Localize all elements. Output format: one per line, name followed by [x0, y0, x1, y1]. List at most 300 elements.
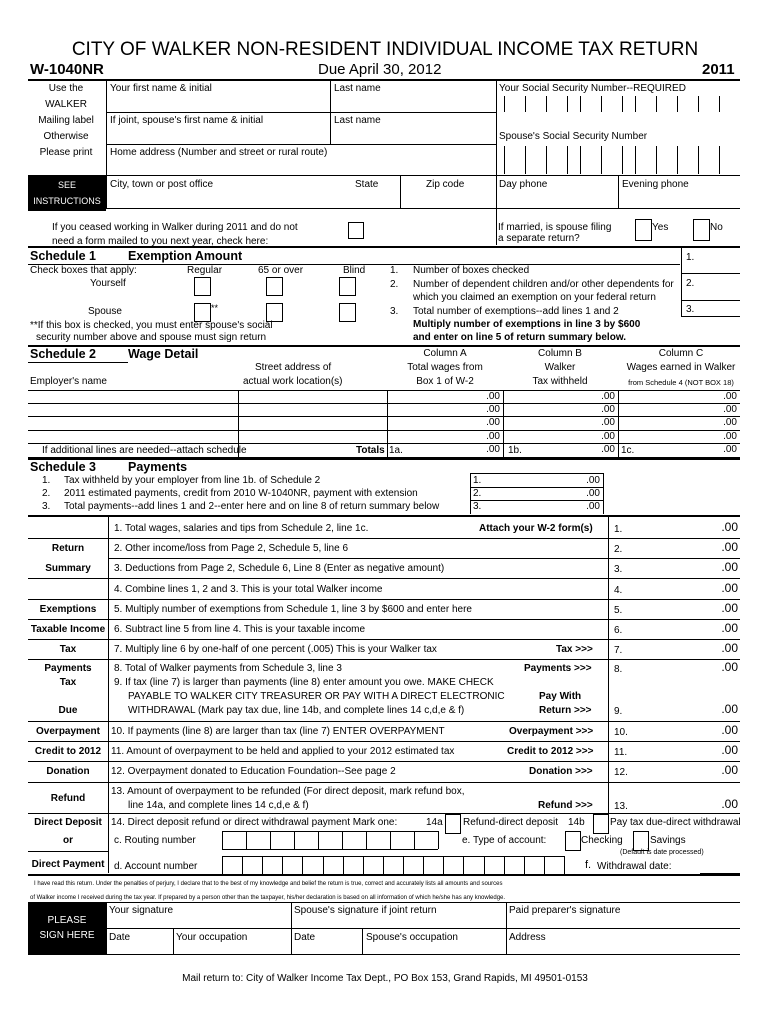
grid-line	[106, 928, 740, 929]
digit-cell[interactable]	[270, 831, 271, 849]
blind-label: Blind	[343, 265, 366, 276]
pay-tax-direct-withdrawal-checkbox[interactable]	[593, 814, 609, 834]
employer-header: Employer's name	[30, 376, 107, 387]
digit-box-edge	[222, 831, 438, 832]
refund-direct-deposit-checkbox[interactable]	[445, 814, 461, 834]
summary-line-number: 4.	[614, 585, 623, 596]
digit-cell[interactable]	[363, 856, 364, 874]
street-header-1: Street address of	[255, 362, 332, 373]
default-note: (Default is date processed)	[620, 849, 704, 856]
sum-line11-note: Credit to 2012 >>>	[507, 746, 594, 757]
wage-col-a-value[interactable]: .00	[486, 444, 500, 455]
state-field[interactable]: State	[355, 179, 379, 190]
summary-amount[interactable]: .00	[721, 520, 738, 534]
grid-line	[28, 851, 108, 852]
withheld-col-b-value[interactable]: .00	[601, 431, 615, 442]
digit-cell[interactable]	[463, 856, 464, 874]
sum-line10: 10. If payments (line 8) are larger than tax (line 7) ENTER OVERPAYMENT	[111, 726, 445, 737]
s3-box2-label: 2.	[473, 488, 482, 499]
withheld-col-b-value[interactable]: .00	[601, 391, 615, 402]
check-boxes-label: Check boxes that apply:	[30, 265, 137, 276]
s3-box3-label: 3.	[473, 501, 482, 512]
grid-line	[108, 813, 740, 814]
yourself-blind-checkbox[interactable]	[339, 277, 356, 296]
grid-line	[108, 538, 740, 539]
summary-amount[interactable]: .00	[721, 743, 738, 757]
digit-cell[interactable]	[343, 856, 344, 874]
married-no-checkbox[interactable]	[693, 219, 710, 241]
summary-line-number: 10.	[614, 727, 628, 738]
grid-line	[28, 902, 740, 903]
routing-number-input[interactable]	[222, 831, 438, 849]
summary-amount[interactable]: .00	[721, 540, 738, 554]
ssn-digit-cell[interactable]	[677, 96, 678, 112]
grid-line	[400, 175, 401, 208]
grid-line	[470, 473, 471, 514]
tax-year: 2011	[702, 61, 735, 78]
date-field[interactable]: Date	[109, 932, 131, 943]
grid-line	[387, 390, 388, 457]
s3-box1-label: 1.	[473, 475, 482, 486]
summary-line-number: 5.	[614, 605, 623, 616]
spouse-label: Spouse	[88, 306, 122, 317]
colA-h3: Box 1 of W-2	[416, 376, 474, 387]
spouse-star: **	[211, 303, 219, 313]
sum-line7: 7. Multiply line 6 by one-half of one percent (.005) This is your Walker tax	[114, 644, 437, 655]
total-1c-label: 1c.	[621, 445, 635, 456]
digit-box-edge	[222, 856, 564, 857]
summary-amount[interactable]: .00	[721, 763, 738, 777]
schedule2-title: Schedule 2	[30, 347, 96, 361]
digit-cell[interactable]	[242, 856, 243, 874]
sum-line12: 12. Overpayment donated to Education Foundation--See page 2	[111, 766, 396, 777]
mail-return-footer: Mail return to: City of Walker Income Tax Dept., PO Box 153, Grand Rapids, MI 49501-0153	[182, 973, 588, 984]
s3-line3: Total payments--add lines 1 and 2--enter here and on line 8 of return summary below	[64, 501, 440, 512]
summary-line-number: 9.	[614, 706, 623, 717]
digit-cell[interactable]	[262, 856, 263, 874]
sum-line3: 3. Deductions from Page 2, Schedule 6, Line 8 (Enter as negative amount)	[114, 563, 445, 574]
spouse-first-name-field[interactable]: If joint, spouse's first name & initial	[110, 115, 264, 126]
schedule1-subtitle: Exemption Amount	[128, 249, 243, 263]
ssn-digit-cell[interactable]	[546, 96, 547, 112]
city-field[interactable]: City, town or post office	[110, 179, 214, 190]
s3-n2: 2.	[42, 488, 51, 499]
occupation-field[interactable]: Your occupation	[176, 932, 248, 943]
summary-amount[interactable]: .00	[721, 797, 738, 811]
grid-line	[28, 390, 740, 391]
married-text-1: If married, is spouse filing	[498, 222, 612, 233]
grid-line	[28, 761, 108, 762]
ssn-digit-cell[interactable]	[677, 146, 678, 174]
ssn-digit-cell[interactable]	[622, 96, 623, 112]
walker-wages-col-c-value[interactable]: .00	[723, 444, 737, 455]
ssn-digit-cell[interactable]	[504, 146, 505, 174]
grid-line	[28, 741, 108, 742]
grid-line	[28, 619, 108, 620]
grid-line	[173, 928, 174, 954]
preparer-signature-field[interactable]: Paid preparer's signature	[509, 905, 621, 916]
digit-cell[interactable]	[438, 831, 439, 849]
pay-tax-direct-withdrawal-label: Pay tax due-direct withdrawal	[610, 817, 741, 828]
s1-n1: 1.	[390, 265, 399, 276]
day-phone-field[interactable]: Day phone	[499, 179, 548, 190]
sum-line10-note: Overpayment >>>	[509, 726, 594, 737]
digit-cell[interactable]	[423, 856, 424, 874]
grid-line	[28, 721, 108, 722]
sum-line12-note: Donation >>>	[529, 766, 593, 777]
ssn-digit-cell[interactable]	[698, 96, 699, 112]
summary-line-number: 2.	[614, 544, 623, 555]
cat-or: or	[63, 835, 73, 846]
cat-due: Due	[58, 705, 78, 716]
withheld-col-b-value[interactable]: .00	[601, 404, 615, 415]
savings-label: Savings	[650, 835, 686, 846]
regular-label: Regular	[187, 265, 223, 276]
grid-line	[618, 390, 619, 457]
wage-col-a-value[interactable]: .00	[486, 391, 500, 402]
grid-line	[106, 175, 740, 176]
sum-line9-note1: Pay With	[539, 691, 582, 702]
digit-cell[interactable]	[246, 831, 247, 849]
line14a-label: 14a	[426, 817, 443, 828]
grid-line	[681, 248, 682, 316]
sum-line9-note2: Return >>>	[539, 705, 592, 716]
digit-cell[interactable]	[318, 831, 319, 849]
withheld-col-b-value[interactable]: .00	[601, 417, 615, 428]
ssn-digit-cell[interactable]	[525, 146, 526, 174]
mailing-l2: WALKER	[45, 99, 87, 110]
digit-cell[interactable]	[544, 856, 545, 874]
summary-line-number: 7.	[614, 645, 623, 656]
account-number-input[interactable]	[222, 856, 564, 874]
sum-line14: 14. Direct deposit refund or direct withdrawal payment Mark one:	[111, 817, 398, 828]
spouse-signature-field[interactable]: Spouse's signature if joint return	[294, 905, 437, 916]
ssn-digit-cell[interactable]	[698, 146, 699, 174]
digit-cell[interactable]	[504, 856, 505, 874]
sum-line9a: 9. If tax (line 7) is larger than payments (line 8) enter amount you owe. MAKE CHECK	[114, 677, 494, 688]
digit-cell[interactable]	[282, 856, 283, 874]
form-number: W-1040NR	[30, 61, 104, 78]
grid-line	[681, 300, 740, 301]
married-yes-checkbox[interactable]	[635, 219, 652, 241]
spouse-note-2: security number above and spouse must sign return	[36, 332, 267, 343]
summary-line-number: 3.	[614, 564, 623, 575]
digit-cell[interactable]	[302, 856, 303, 874]
zip-field[interactable]: Zip code	[426, 179, 465, 190]
summary-line-number: 13.	[614, 801, 628, 812]
sum-line5: 5. Multiply number of exemptions from Schedule 1, line 3 by $600 and enter here	[114, 604, 472, 615]
ssn-digit-cell[interactable]	[525, 96, 526, 112]
ssn-digit-cell[interactable]	[580, 96, 581, 112]
colC-h2: Wages earned in Walker	[626, 362, 736, 373]
yourself-regular-checkbox[interactable]	[194, 277, 211, 296]
spouse-blind-checkbox[interactable]	[339, 303, 356, 322]
sum-line9c: WITHDRAWAL (Mark pay tax due, line 14b, and complete lines 14 c,d,e & f)	[128, 705, 465, 716]
ssn-digit-cell[interactable]	[635, 96, 636, 112]
colA-h1: Column A	[423, 348, 467, 359]
totals-label: Totals	[356, 445, 385, 456]
cat-direct-deposit: Direct Deposit	[34, 817, 102, 828]
grid-line	[608, 517, 609, 823]
mailing-l5: Please print	[39, 147, 93, 158]
ssn-input[interactable]	[504, 96, 738, 112]
colB-h2: Walker	[544, 362, 576, 373]
ssn-digit-cell[interactable]	[719, 146, 720, 174]
sum-line6: 6. Subtract line 5 from line 4. This is your taxable income	[114, 624, 366, 635]
grid-line	[108, 578, 740, 579]
sum-line1: 1. Total wages, salaries and tips from Schedule 2, line 1c.	[114, 523, 369, 534]
walker-wages-col-c-value[interactable]: .00	[723, 391, 737, 402]
total-1a-label: 1a.	[389, 445, 403, 456]
s1-line2b: which you claimed an exemption on your federal return	[413, 292, 656, 303]
sum-line13a: 13. Amount of overpayment to be refunded (For direct deposit, mark refund box,	[111, 786, 465, 797]
wage-col-a-value[interactable]: .00	[486, 431, 500, 442]
summary-amount[interactable]: .00	[721, 581, 738, 595]
married-no-label: No	[710, 222, 723, 233]
withheld-col-b-value[interactable]: .00	[601, 444, 615, 455]
digit-cell[interactable]	[414, 831, 415, 849]
ssn-label: Your Social Security Number--REQUIRED	[499, 83, 686, 94]
schedule1-title: Schedule 1	[30, 249, 96, 263]
sum-line9b: PAYABLE TO WALKER CITY TREASURER OR PAY WITH A DIRECT ELECTRONIC	[128, 691, 505, 702]
summary-amount[interactable]: .00	[721, 641, 738, 655]
grid-line	[106, 112, 496, 113]
grid-line	[108, 599, 740, 600]
s3-line1: Tax withheld by your employer from line 1b. of Schedule 2	[64, 475, 321, 486]
digit-cell[interactable]	[403, 856, 404, 874]
grid-line	[108, 639, 740, 640]
s1-n3: 3.	[390, 306, 399, 317]
married-text-2: a separate return?	[498, 233, 580, 244]
s3-box2-value[interactable]: .00	[586, 488, 600, 499]
refund-direct-deposit-label: Refund-direct deposit	[463, 817, 559, 828]
s1-line3b: Multiply number of exemptions in line 3 by $600	[413, 319, 641, 330]
grid-line	[28, 430, 740, 431]
digit-cell[interactable]	[564, 856, 565, 874]
first-name-field[interactable]: Your first name & initial	[110, 83, 212, 94]
cat-taxable: Taxable Income	[30, 624, 106, 635]
sum-line4: 4. Combine lines 1, 2 and 3. This is your total Walker income	[114, 584, 383, 595]
ssn-digit-cell[interactable]	[622, 146, 623, 174]
ssn-digit-cell[interactable]	[719, 96, 720, 112]
ssn-digit-cell[interactable]	[567, 146, 568, 174]
sum-line2: 2. Other income/loss from Page 2, Schedule 5, line 6	[114, 543, 349, 554]
instructions-label: INSTRUCTIONS	[33, 196, 101, 206]
ssn-digit-cell[interactable]	[601, 96, 602, 112]
grid-line	[28, 578, 108, 579]
home-address-field[interactable]: Home address (Number and street or rural route)	[110, 147, 328, 158]
s1-line3c: and enter on line 5 of return summary below.	[413, 332, 627, 343]
withdrawal-date-label: Withdrawal date:	[597, 861, 672, 872]
summary-amount[interactable]: .00	[721, 560, 738, 574]
grid-line	[28, 362, 128, 363]
sign-here-block	[28, 903, 106, 955]
spouse-occupation-field[interactable]: Spouse's occupation	[366, 932, 458, 943]
section-rule	[28, 874, 740, 876]
grid-line	[106, 208, 740, 209]
sum-line1-note: Attach your W-2 form(s)	[479, 523, 593, 534]
schedule2-subtitle: Wage Detail	[128, 347, 199, 361]
summary-amount[interactable]: .00	[721, 660, 738, 674]
account-type-label: e. Type of account:	[462, 835, 547, 846]
see-instructions-block	[28, 175, 106, 211]
summary-line-number: 12.	[614, 767, 628, 778]
grid-line	[28, 538, 108, 539]
sum-line8: 8. Total of Walker payments from Schedule 3, line 3	[114, 663, 342, 674]
ssn-digit-cell[interactable]	[656, 146, 657, 174]
digit-cell[interactable]	[222, 856, 223, 874]
s1-box3-label: 3.	[686, 304, 695, 315]
spouse-last-name-field[interactable]: Last name	[334, 115, 381, 126]
digit-cell[interactable]	[294, 831, 295, 849]
savings-checkbox[interactable]	[633, 831, 649, 851]
grid-line	[470, 473, 603, 474]
wage-col-a-value[interactable]: .00	[486, 404, 500, 415]
total-1b-label: 1b.	[508, 445, 522, 456]
spouse-note-1: **If this box is checked, you must enter spouse's social	[30, 320, 273, 331]
grid-line	[108, 619, 740, 620]
ssn-digit-cell[interactable]	[656, 96, 657, 112]
colC-h1: Column C	[658, 348, 704, 359]
grid-line	[106, 954, 740, 955]
mailing-l4: Otherwise	[43, 131, 89, 142]
grid-line	[681, 316, 740, 317]
summary-amount[interactable]: .00	[721, 621, 738, 635]
s3-n1: 1.	[42, 475, 51, 486]
sum-line13-note: Refund >>>	[538, 800, 593, 811]
digit-cell[interactable]	[383, 856, 384, 874]
ssn-digit-cell[interactable]	[635, 146, 636, 174]
digit-cell[interactable]	[390, 831, 391, 849]
digit-cell[interactable]	[342, 831, 343, 849]
grid-line	[28, 403, 740, 404]
ceased-text-2: need a form mailed to you next year, check here:	[52, 236, 269, 247]
grid-line	[496, 208, 497, 245]
cat-overpayment: Overpayment	[36, 726, 100, 737]
grid-line	[106, 144, 496, 145]
ssn-digit-cell[interactable]	[567, 96, 568, 112]
grid-line	[108, 741, 740, 742]
digit-box-edge	[222, 849, 438, 850]
checking-label: Checking	[581, 835, 623, 846]
summary-amount[interactable]: .00	[721, 601, 738, 615]
colB-h3: Tax withheld	[532, 376, 588, 387]
header-rule	[28, 79, 740, 81]
cat-exemptions: Exemptions	[39, 604, 97, 615]
summary-line-number: 6.	[614, 625, 623, 636]
grid-line	[603, 473, 604, 514]
s1-box1-label: 1.	[686, 252, 695, 263]
digit-cell[interactable]	[366, 831, 367, 849]
ssn-digit-cell[interactable]	[546, 146, 547, 174]
colC-h3: from Schedule 4 (NOT BOX 18)	[628, 378, 734, 387]
yourself-65-checkbox[interactable]	[266, 277, 283, 296]
spouse-date-field[interactable]: Date	[294, 932, 316, 943]
s1-line2a: Number of dependent children and/or other dependents for	[413, 279, 674, 290]
summary-amount[interactable]: .00	[721, 723, 738, 737]
digit-cell[interactable]	[443, 856, 444, 874]
additional-lines-note: If additional lines are needed--attach schedule	[42, 445, 247, 456]
s3-box3-value[interactable]: .00	[586, 501, 600, 512]
sum-line13b: line 14a, and complete lines 14 c,d,e & f)	[128, 800, 309, 811]
digit-cell[interactable]	[524, 856, 525, 874]
s1-line1: Number of boxes checked	[413, 265, 530, 276]
withdrawal-f-label: f.	[585, 859, 592, 871]
cat-payments-tax: Tax	[59, 677, 77, 688]
ssn-digit-cell[interactable]	[580, 146, 581, 174]
summary-amount[interactable]: .00	[721, 702, 738, 716]
grid-line	[28, 443, 740, 444]
yourself-label: Yourself	[90, 278, 126, 289]
ssn-digit-cell[interactable]	[601, 146, 602, 174]
summary-line-number: 11.	[614, 747, 628, 758]
grid-line	[470, 487, 603, 488]
walker-wages-col-c-value[interactable]: .00	[723, 404, 737, 415]
s1-box2-label: 2.	[686, 278, 695, 289]
digit-cell[interactable]	[222, 831, 223, 849]
cat-payments: Payments	[44, 663, 92, 674]
s1-line3: Total number of exemptions--add lines 1 and 2	[413, 306, 619, 317]
colA-h2: Total wages from	[407, 362, 483, 373]
spouse-ssn-input[interactable]	[504, 146, 738, 174]
digit-cell[interactable]	[323, 856, 324, 874]
grid-line	[681, 273, 740, 274]
colB-h1: Column B	[538, 348, 582, 359]
ssn-digit-cell[interactable]	[504, 96, 505, 112]
your-signature-field[interactable]: Your signature	[109, 905, 174, 916]
grid-line	[28, 659, 108, 660]
cat-return: Return	[51, 543, 85, 554]
ceased-checkbox[interactable]	[348, 222, 364, 239]
walker-wages-col-c-value[interactable]: .00	[723, 431, 737, 442]
form-title: CITY OF WALKER NON-RESIDENT INDIVIDUAL INCOME TAX RETURN	[71, 39, 699, 60]
evening-phone-field[interactable]: Evening phone	[622, 179, 689, 190]
grid-line	[496, 80, 497, 208]
preparer-address-field[interactable]: Address	[509, 932, 546, 943]
please-label: PLEASE	[47, 915, 87, 926]
over65-label: 65 or over	[258, 265, 304, 276]
digit-cell[interactable]	[484, 856, 485, 874]
checking-checkbox[interactable]	[565, 831, 581, 851]
routing-number-label: c. Routing number	[114, 835, 196, 846]
perjury-text-2: of Walker income I received during the tax year. If prepared by a person other than the taxpayer, his/her declaration is based on all information of which he/she has any knowledge.	[30, 895, 506, 901]
account-number-label: d. Account number	[114, 861, 198, 872]
perjury-text-1: I have read this return. Under the penalties of perjury, I declare that to the best of my knowledge and belief the return is true, correct and accurately lists all amounts and sources	[34, 881, 503, 887]
spouse-ssn-label: Spouse's Social Security Number	[499, 131, 648, 142]
grid-line	[28, 416, 740, 417]
see-label: SEE	[57, 180, 76, 190]
section-rule	[28, 515, 740, 517]
grid-line	[28, 639, 108, 640]
wage-col-a-value[interactable]: .00	[486, 417, 500, 428]
s3-n3: 3.	[42, 501, 51, 512]
walker-wages-col-c-value[interactable]: .00	[723, 417, 737, 428]
grid-line	[108, 659, 740, 660]
cat-donation: Donation	[46, 766, 90, 777]
grid-line	[28, 599, 108, 600]
summary-line-number: 1.	[614, 524, 623, 535]
last-name-field[interactable]: Last name	[334, 83, 381, 94]
s3-box1-value[interactable]: .00	[586, 475, 600, 486]
grid-line	[503, 390, 504, 457]
s1-n2: 2.	[390, 279, 399, 290]
sum-line11: 11. Amount of overpayment to be held and applied to your 2012 estimated tax	[111, 746, 455, 757]
summary-line-number: 8.	[614, 664, 623, 675]
line14b-label: 14b	[568, 817, 585, 828]
sign-here-label: SIGN HERE	[39, 930, 95, 941]
grid-line	[108, 782, 740, 783]
street-header-2: actual work location(s)	[243, 376, 343, 387]
